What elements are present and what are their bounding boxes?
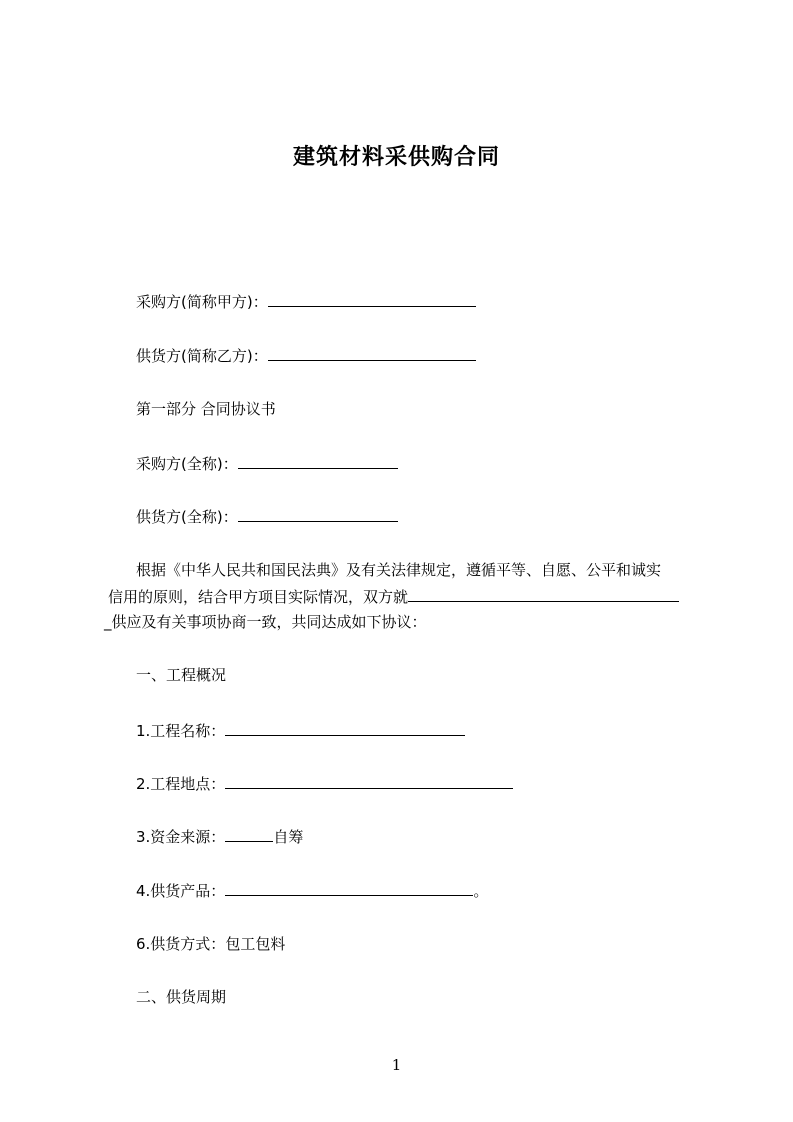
intro-line-3-text: 供应及有关事项协商一致，共同达成如下协议： bbox=[111, 613, 427, 631]
supply-product-suffix: 。 bbox=[473, 882, 489, 900]
party-b-short-label: 供货方(简称乙方)： bbox=[136, 347, 268, 365]
supply-method-value: 包工包料 bbox=[225, 935, 286, 953]
party-b-short-blank[interactable] bbox=[268, 345, 476, 361]
page-number: 1 bbox=[391, 1056, 402, 1074]
intro-line-2-text: 信用的原则，结合甲方项目实际情况，双方就 bbox=[108, 588, 409, 606]
section-one-heading: 一、工程概况 bbox=[136, 666, 227, 684]
project-name-blank[interactable] bbox=[225, 720, 465, 736]
party-a-full-row bbox=[136, 453, 398, 474]
supply-method-label: 6.供货方式： bbox=[136, 935, 226, 953]
supply-product-label: 4.供货产品： bbox=[136, 882, 226, 900]
supply-item-blank[interactable] bbox=[408, 586, 679, 602]
party-b-full-label: 供货方(全称)： bbox=[136, 508, 238, 526]
party-b-full-row bbox=[136, 506, 398, 527]
section-two-heading: 二、供货周期 bbox=[136, 988, 227, 1006]
party-b-full-blank[interactable] bbox=[238, 506, 398, 522]
funding-source-label: 3.资金来源： bbox=[136, 828, 226, 846]
party-b-short-row bbox=[136, 345, 476, 366]
intro-line-1: 根据《中华人民共和国民法典》及有关法律规定，遵循平等、自愿、公平和诚实 bbox=[136, 561, 662, 579]
supply-product-row bbox=[136, 880, 488, 901]
intro-line-3 bbox=[104, 612, 427, 632]
project-location-label: 2.工程地点： bbox=[136, 775, 226, 793]
funding-source-value: 自筹 bbox=[273, 828, 304, 846]
party-a-full-label: 采购方(全称)： bbox=[136, 455, 238, 473]
project-location-blank[interactable] bbox=[225, 773, 513, 789]
intro-line-2 bbox=[108, 586, 679, 607]
party-a-short-label: 采购方(简称甲方)： bbox=[136, 293, 268, 311]
project-name-label: 1.工程名称： bbox=[136, 722, 226, 740]
intro-line-3-prefix: _ bbox=[104, 613, 112, 631]
supply-product-blank[interactable] bbox=[225, 880, 473, 896]
funding-source-row bbox=[136, 826, 303, 847]
party-a-full-blank[interactable] bbox=[238, 453, 398, 469]
party-a-short-row bbox=[136, 291, 476, 312]
part-one-heading: 第一部分 合同协议书 bbox=[136, 400, 276, 418]
project-name-row bbox=[136, 720, 465, 741]
page-title: 建筑材料采供购合同 bbox=[292, 145, 500, 170]
supply-method-row bbox=[136, 934, 285, 954]
party-a-short-blank[interactable] bbox=[268, 291, 476, 307]
funding-source-blank[interactable] bbox=[225, 826, 273, 842]
project-location-row bbox=[136, 773, 513, 794]
